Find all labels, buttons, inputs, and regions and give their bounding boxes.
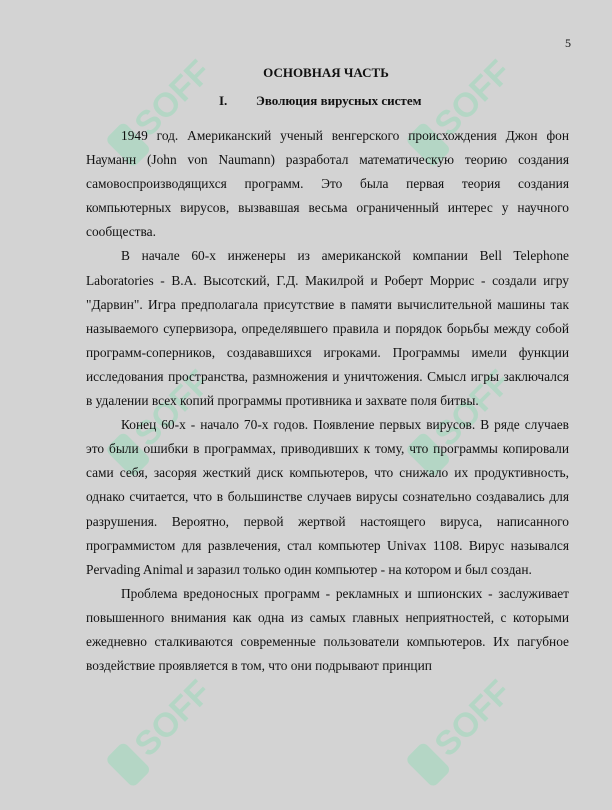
- svg-text:SOFF: SOFF: [427, 672, 519, 764]
- svg-text:SOFF: SOFF: [127, 362, 219, 454]
- svg-text:SOFF: SOFF: [127, 52, 219, 144]
- section-number: I.: [219, 93, 228, 108]
- paragraph: Проблема вредоносных программ - рекламных и шпионских - заслуживает повышенного внимания как одна из самых главных неприятностей, с которыми ежедневно сталкиваются современные пользователи компьютеров. Их пагубное воздействие проявляется в том, что они подрывают принцип: [86, 585, 569, 674]
- section-title: Эволюция вирусных систем: [256, 93, 422, 108]
- page-number: 5: [565, 36, 571, 50]
- paragraph: 1949 год. Американский ученый венгерского происхождения Джон фон Науманн (John von Naumann) разработал математическую теорию создания самовоспроизводящихся программ. Это была первая теория создания компьютерных вирусов, вызвавшая весьма ограниченный интерес у научного сообщества.: [86, 128, 569, 240]
- section-heading: [219, 93, 421, 109]
- body-text: [86, 124, 569, 678]
- svg-text:SOFF: SOFF: [127, 672, 219, 764]
- svg-text:SOFF: SOFF: [427, 362, 519, 454]
- paragraph: В начале 60-х инженеры из американской компании Bell Telephone Laboratories - В.А. Высотский, Г.Д. Макилрой и Роберт Моррис - создали игру "Дарвин". Игра предполагала присутствие в памяти вычислительной машины так называемого супервизора, определявшего правила и порядок борьбы между собой программ-соперников, создававшихся игроками. Программы имели функции исследования пространства, размножения и уничтожения. Смысл игры заключался в удалении всех копий программы противника и захвате поля битвы.: [86, 248, 569, 409]
- paragraph: Конец 60-х - начало 70-х годов. Появление первых вирусов. В ряде случаев это были ошибки в программах, приводивших к тому, что программы копировали сами себя, засоряя жесткий диск компьютеров, что снижало их продуктивность, однако считается, что в большинстве случаев вирусы сознательно создавались для разрушения. Вероятно, первой жертвой настоящего вируса, написанного программистом для развлечения, стал компьютер Univax 1108. Вирус назывался Pervading Animal и заразил только один компьютер - на котором и был создан.: [86, 417, 569, 577]
- svg-text:SOFF: SOFF: [427, 52, 519, 144]
- page-title: ОСНОВНАЯ ЧАСТЬ: [263, 65, 389, 80]
